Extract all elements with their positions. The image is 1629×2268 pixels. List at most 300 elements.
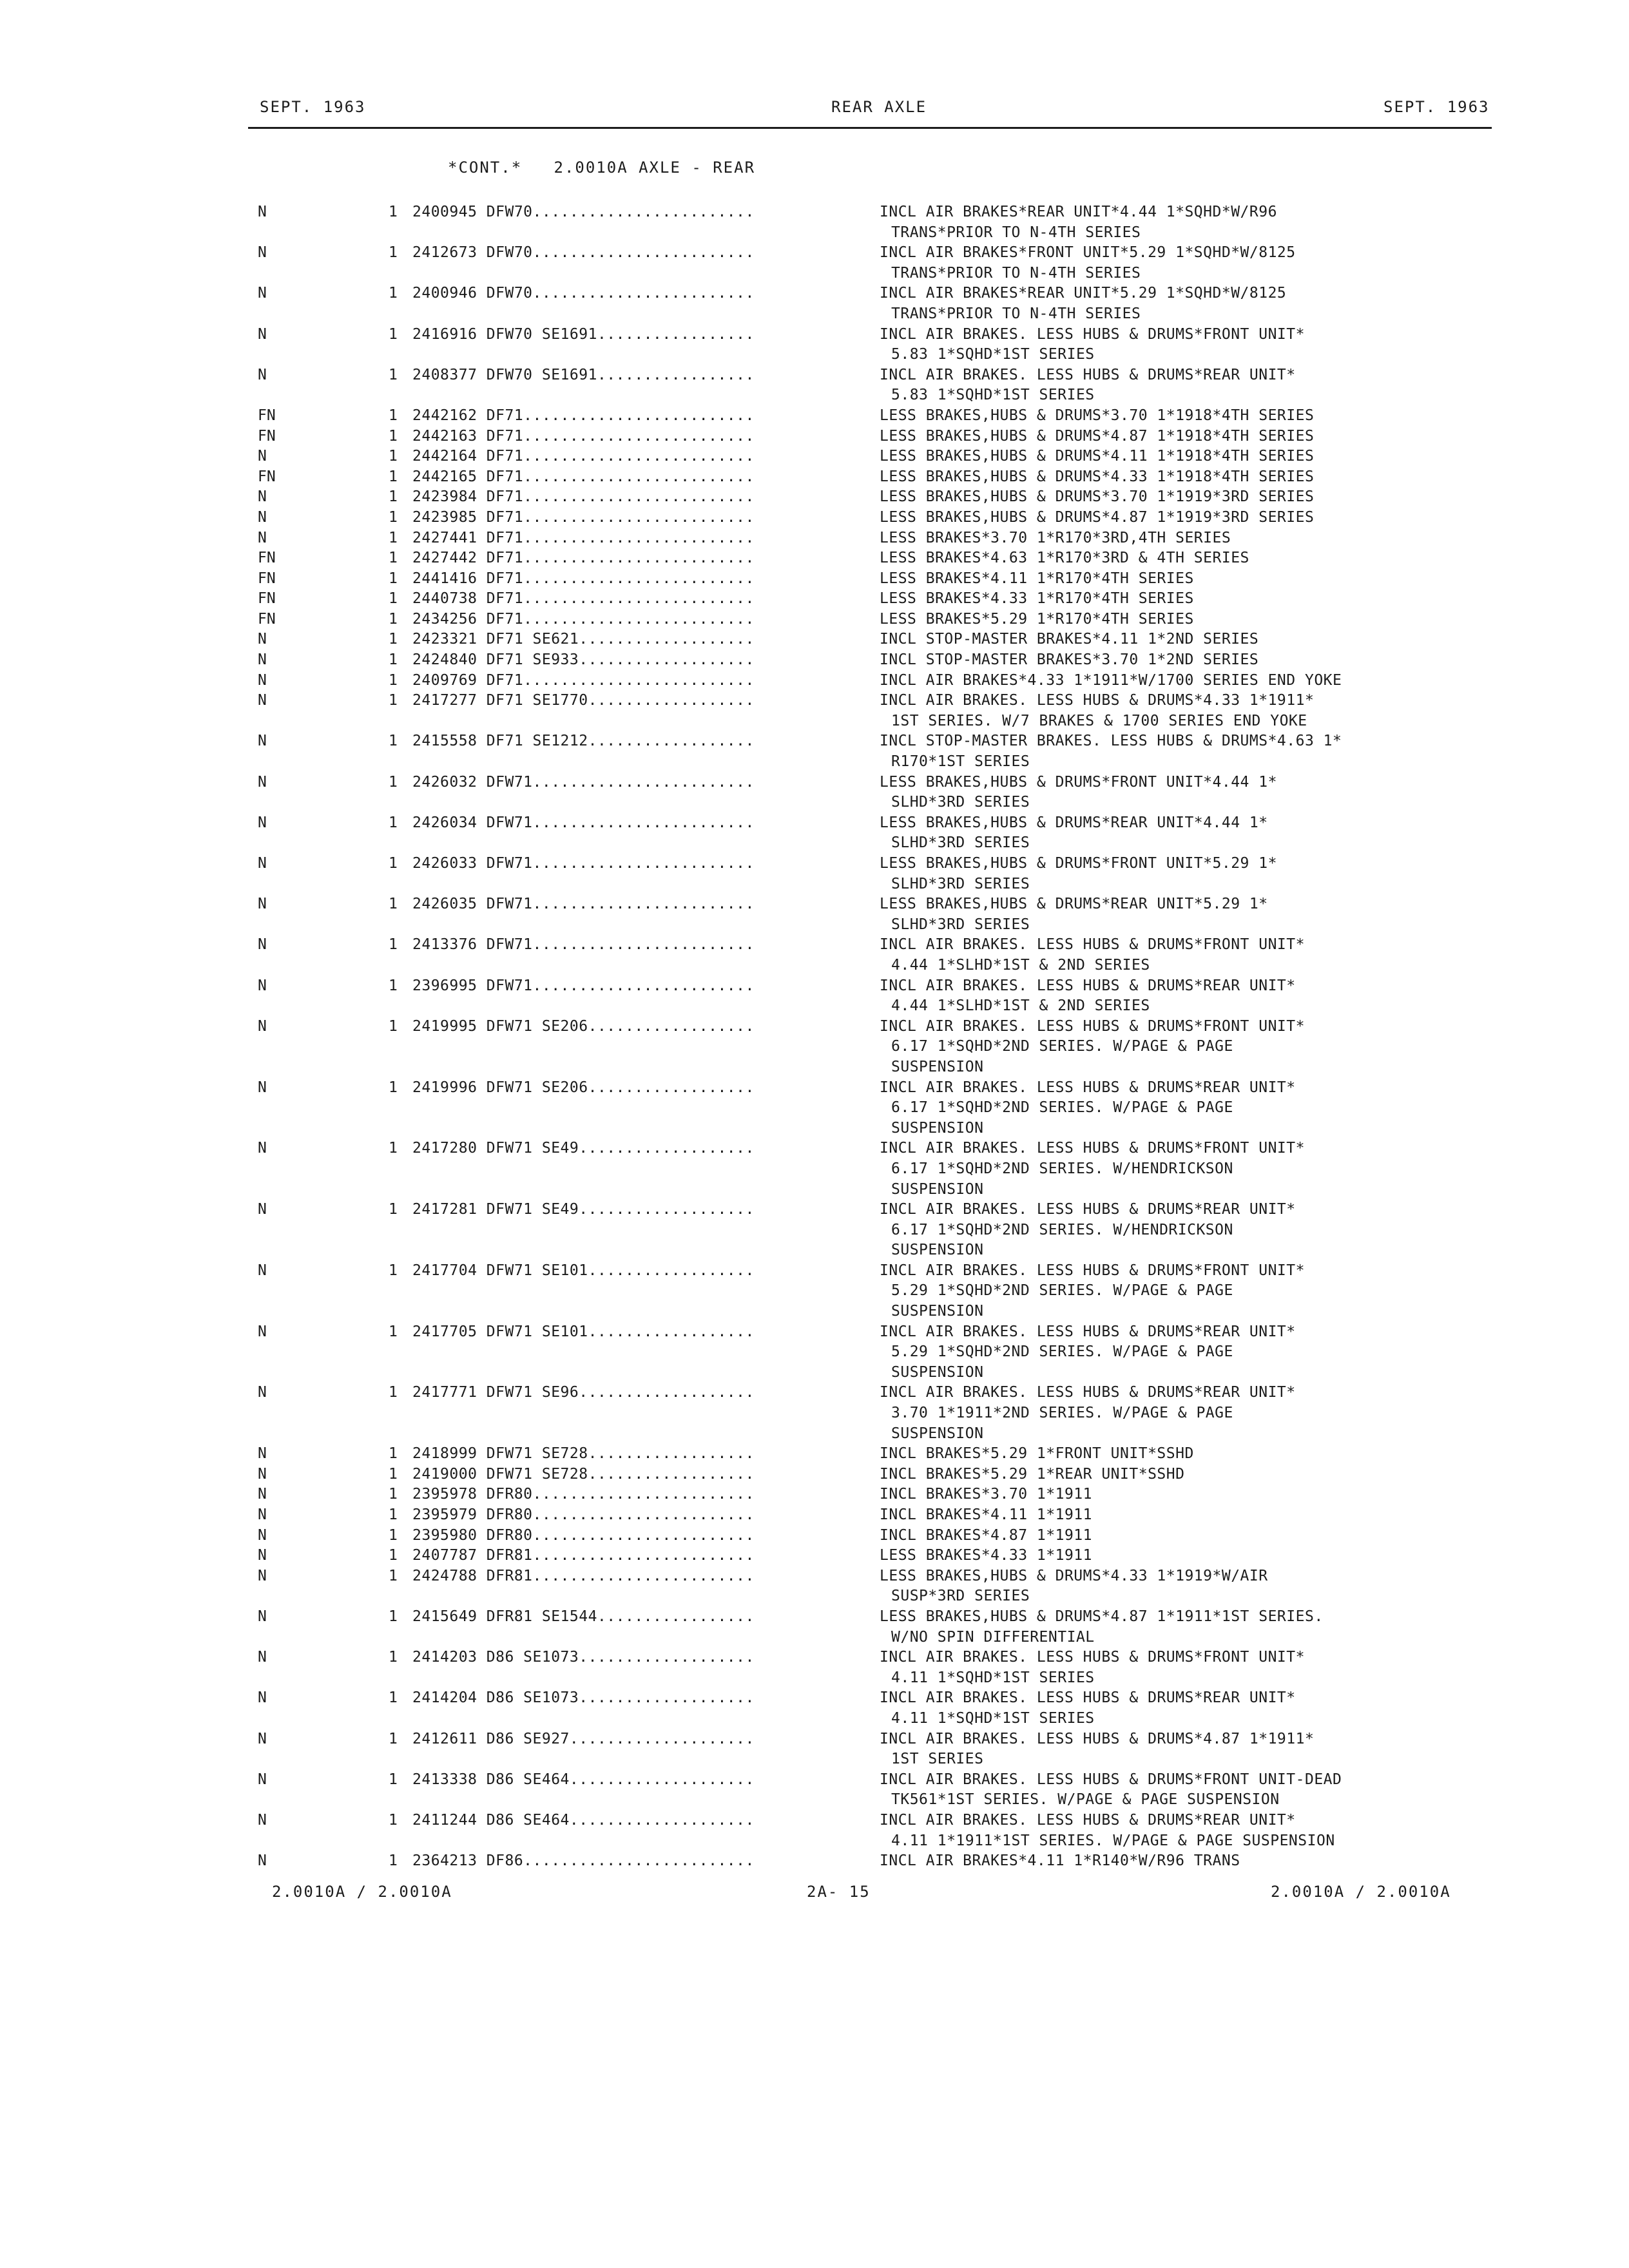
status-code: FN — [258, 407, 276, 424]
quantity: 1 — [389, 855, 398, 872]
header-date-right: SEPT. 1963 — [1383, 98, 1490, 116]
status-code: N — [258, 671, 267, 689]
list-item — [0, 1078, 1629, 1139]
quantity: 1 — [389, 244, 398, 262]
quantity: 1 — [389, 977, 398, 994]
description-line: SLHD*3RD SERIES — [891, 916, 1030, 933]
part-number-model: 2442162 DF71......................... — [412, 407, 755, 424]
quantity: 1 — [389, 896, 398, 913]
part-description — [880, 1200, 1524, 1261]
list-item — [0, 935, 1629, 975]
list-item — [0, 813, 1629, 854]
status-code: N — [258, 1486, 267, 1503]
part-description — [880, 731, 1524, 772]
quantity: 1 — [389, 631, 398, 648]
quantity: 1 — [389, 488, 398, 506]
list-item — [0, 1485, 1629, 1505]
status-code: N — [258, 1445, 267, 1463]
status-code: N — [258, 1852, 267, 1870]
quantity: 1 — [389, 773, 398, 791]
description-line: LESS BRAKES,HUBS & DRUMS*4.87 1*1911*1ST SERIES. — [880, 1608, 1324, 1625]
description-line: 4.44 1*SLHD*1ST & 2ND SERIES — [891, 997, 1150, 1015]
part-number-model: 2413338 D86 SE464.................... — [412, 1771, 755, 1788]
description-line: INCL AIR BRAKES*4.33 1*1911*W/1700 SERIES END YOKE — [880, 671, 1342, 689]
status-code: N — [258, 529, 267, 546]
description-line: LESS BRAKES,HUBS & DRUMS*REAR UNIT*5.29 1* — [880, 896, 1268, 913]
part-description — [880, 935, 1524, 975]
list-item — [0, 1505, 1629, 1526]
part-number-model: 2416916 DFW70 SE1691................. — [412, 325, 755, 343]
part-number-model: 2419996 DFW71 SE206.................. — [412, 1079, 755, 1096]
status-code: N — [258, 936, 267, 954]
quantity: 1 — [389, 468, 398, 485]
list-item — [0, 406, 1629, 427]
quantity: 1 — [389, 671, 398, 689]
part-number-model: 2415649 DFR81 SE1544................. — [412, 1608, 755, 1625]
status-code: N — [258, 1526, 267, 1544]
list-item — [0, 1383, 1629, 1444]
description-line: INCL AIR BRAKES*FRONT UNIT*5.29 1*SQHD*W/8125 — [880, 244, 1296, 262]
description-line: SLHD*3RD SERIES — [891, 834, 1030, 852]
list-item — [0, 610, 1629, 630]
status-code: FN — [258, 610, 276, 628]
quantity: 1 — [389, 1567, 398, 1584]
part-description — [880, 1546, 1524, 1566]
list-item — [0, 854, 1629, 894]
description-line: INCL AIR BRAKES. LESS HUBS & DRUMS*4.33 1*1911* — [880, 692, 1315, 709]
description-line: INCL AIR BRAKES. LESS HUBS & DRUMS*FRONT UNIT* — [880, 1262, 1305, 1279]
description-line: LESS BRAKES*4.33 1*R170*4TH SERIES — [880, 590, 1194, 608]
quantity: 1 — [389, 1547, 398, 1564]
part-number-model: 2417280 DFW71 SE49................... — [412, 1140, 755, 1157]
description-line: INCL BRAKES*5.29 1*FRONT UNIT*SSHD — [880, 1445, 1194, 1463]
part-description — [880, 773, 1524, 813]
list-item — [0, 1648, 1629, 1688]
description-line: LESS BRAKES,HUBS & DRUMS*REAR UNIT*4.44 1* — [880, 814, 1268, 831]
part-description — [880, 1078, 1524, 1139]
part-number-model: 2423984 DF71......................... — [412, 488, 755, 506]
description-line: INCL AIR BRAKES. LESS HUBS & DRUMS*FRONT UNIT* — [880, 936, 1305, 954]
quantity: 1 — [389, 1140, 398, 1157]
list-item — [0, 894, 1629, 935]
part-number-model: 2400945 DFW70........................ — [412, 204, 755, 220]
status-code: N — [258, 651, 267, 669]
list-item — [0, 1607, 1629, 1648]
description-line: 6.17 1*SQHD*2ND SERIES. W/PAGE & PAGE — [891, 1099, 1233, 1117]
status-code: N — [258, 508, 267, 526]
part-description — [880, 325, 1524, 365]
list-item — [0, 1139, 1629, 1200]
status-code: N — [258, 285, 267, 302]
description-line: INCL AIR BRAKES. LESS HUBS & DRUMS*REAR UNIT* — [880, 1079, 1296, 1096]
status-code: N — [258, 896, 267, 913]
description-line: TRANS*PRIOR TO N-4TH SERIES — [891, 224, 1141, 241]
part-description — [880, 629, 1524, 650]
list-item — [0, 1546, 1629, 1566]
quantity: 1 — [389, 733, 398, 750]
description-line: INCL AIR BRAKES. LESS HUBS & DRUMS*REAR UNIT* — [880, 1323, 1296, 1340]
status-code: N — [258, 733, 267, 750]
description-line: 5.83 1*SQHD*1ST SERIES — [891, 346, 1095, 363]
part-description — [880, 691, 1524, 731]
status-code: N — [258, 1017, 267, 1035]
part-number-model: 2400946 DFW70........................ — [412, 285, 755, 302]
description-line: INCL STOP-MASTER BRAKES. LESS HUBS & DRUMS*4.63 1* — [880, 733, 1342, 750]
quantity: 1 — [389, 427, 398, 445]
part-number-model: 2413376 DFW71........................ — [412, 936, 755, 954]
description-line: TK561*1ST SERIES. W/PAGE & PAGE SUSPENSION — [891, 1791, 1280, 1809]
description-line: LESS BRAKES*4.33 1*1911 — [880, 1547, 1092, 1564]
quantity: 1 — [389, 529, 398, 546]
quantity: 1 — [389, 1017, 398, 1035]
description-line: INCL BRAKES*4.87 1*1911 — [880, 1526, 1092, 1544]
description-line: INCL AIR BRAKES. LESS HUBS & DRUMS*FRONT UNIT* — [880, 1140, 1305, 1157]
list-item — [0, 284, 1629, 324]
part-number-model: 2412673 DFW70........................ — [412, 244, 755, 262]
description-line: LESS BRAKES*4.63 1*R170*3RD & 4TH SERIES — [880, 550, 1249, 567]
part-number-model: 2424788 DFR81........................ — [412, 1567, 755, 1584]
description-line: INCL STOP-MASTER BRAKES*3.70 1*2ND SERIES — [880, 651, 1259, 669]
part-description — [880, 1485, 1524, 1505]
quantity: 1 — [389, 1262, 398, 1279]
status-code: N — [258, 1201, 267, 1218]
status-code: FN — [258, 590, 276, 608]
description-line: LESS BRAKES,HUBS & DRUMS*FRONT UNIT*5.29 1* — [880, 855, 1277, 872]
part-description — [880, 528, 1524, 549]
part-description — [880, 650, 1524, 671]
quantity: 1 — [389, 590, 398, 608]
list-item — [0, 1729, 1629, 1770]
list-item — [0, 548, 1629, 569]
part-description — [880, 243, 1524, 284]
part-description — [880, 589, 1524, 610]
status-code: FN — [258, 570, 276, 587]
list-item — [0, 976, 1629, 1017]
part-description — [880, 813, 1524, 854]
description-line: LESS BRAKES,HUBS & DRUMS*4.33 1*1918*4TH SERIES — [880, 468, 1315, 485]
part-description — [880, 976, 1524, 1017]
part-description — [880, 1729, 1524, 1770]
description-line: INCL AIR BRAKES*REAR UNIT*4.44 1*SQHD*W/R96 — [880, 204, 1277, 220]
part-number-model: 2414204 D86 SE1073................... — [412, 1689, 755, 1707]
list-item — [0, 589, 1629, 610]
part-description — [880, 406, 1524, 427]
quantity: 1 — [389, 204, 398, 220]
list-item — [0, 325, 1629, 365]
part-number-model: 2434256 DF71......................... — [412, 610, 755, 628]
header-section-name: REAR AXLE — [831, 98, 927, 116]
status-code: N — [258, 1547, 267, 1564]
part-number-model: 2441416 DF71......................... — [412, 570, 755, 587]
list-item — [0, 467, 1629, 488]
description-line: LESS BRAKES*5.29 1*R170*4TH SERIES — [880, 610, 1194, 628]
status-code: N — [258, 1140, 267, 1157]
part-description — [880, 1017, 1524, 1078]
part-description — [880, 1607, 1524, 1648]
quantity: 1 — [389, 936, 398, 954]
part-number-model: 2415558 DF71 SE1212.................. — [412, 733, 755, 750]
part-number-model: 2426035 DFW71........................ — [412, 896, 755, 913]
status-code: FN — [258, 550, 276, 567]
description-line: SUSPENSION — [891, 1058, 984, 1075]
description-line: 4.11 1*1911*1ST SERIES. W/PAGE & PAGE SUSPENSION — [891, 1832, 1335, 1849]
quantity: 1 — [389, 1323, 398, 1340]
status-code: N — [258, 448, 267, 465]
quantity: 1 — [389, 407, 398, 424]
list-item — [0, 731, 1629, 772]
part-description — [880, 1648, 1524, 1688]
list-item — [0, 671, 1629, 691]
part-description — [880, 569, 1524, 590]
part-number-model: 2442163 DF71......................... — [412, 427, 755, 445]
list-item — [0, 427, 1629, 447]
description-line: TRANS*PRIOR TO N-4TH SERIES — [891, 305, 1141, 322]
part-description — [880, 854, 1524, 894]
list-item — [0, 569, 1629, 590]
description-line: LESS BRAKES,HUBS & DRUMS*4.33 1*1919*W/AIR — [880, 1567, 1268, 1584]
description-line: SUSPENSION — [891, 1119, 984, 1137]
status-code: N — [258, 773, 267, 791]
quantity: 1 — [389, 1689, 398, 1707]
part-description — [880, 1465, 1524, 1485]
status-code: N — [258, 1689, 267, 1707]
description-line: SUSPENSION — [891, 1363, 984, 1381]
list-item — [0, 508, 1629, 528]
quantity: 1 — [389, 1526, 398, 1544]
list-item — [0, 629, 1629, 650]
part-number-model: 2395979 DFR80........................ — [412, 1506, 755, 1523]
description-line: INCL AIR BRAKES*REAR UNIT*5.29 1*SQHD*W/8125 — [880, 285, 1287, 302]
status-code: N — [258, 366, 267, 383]
list-item — [0, 365, 1629, 406]
part-number-model: 2411244 D86 SE464.................... — [412, 1811, 755, 1829]
quantity: 1 — [389, 325, 398, 343]
list-item — [0, 202, 1629, 243]
quantity: 1 — [389, 366, 398, 383]
part-number-model: 2442164 DF71......................... — [412, 448, 755, 465]
description-line: INCL AIR BRAKES. LESS HUBS & DRUMS*REAR UNIT* — [880, 1689, 1296, 1707]
quantity: 1 — [389, 1852, 398, 1870]
description-line: 3.70 1*1911*2ND SERIES. W/PAGE & PAGE — [891, 1405, 1233, 1422]
part-number-model: 2417281 DFW71 SE49................... — [412, 1201, 755, 1218]
status-code: N — [258, 325, 267, 343]
quantity: 1 — [389, 570, 398, 587]
quantity: 1 — [389, 1384, 398, 1401]
description-line: INCL BRAKES*5.29 1*REAR UNIT*SSHD — [880, 1465, 1185, 1483]
description-line: W/NO SPIN DIFFERENTIAL — [891, 1628, 1095, 1646]
description-line: 4.11 1*SQHD*1ST SERIES — [891, 1709, 1095, 1727]
status-code: N — [258, 692, 267, 709]
description-line: 6.17 1*SQHD*2ND SERIES. W/PAGE & PAGE — [891, 1038, 1233, 1055]
description-line: SUSPENSION — [891, 1303, 984, 1320]
part-description — [880, 284, 1524, 324]
part-description — [880, 202, 1524, 243]
description-line: TRANS*PRIOR TO N-4TH SERIES — [891, 264, 1141, 282]
status-code: N — [258, 1730, 267, 1747]
status-code: N — [258, 1079, 267, 1096]
list-item — [0, 1261, 1629, 1322]
footer-index-left: 2.0010A / 2.0010A — [272, 1883, 452, 1901]
list-item — [0, 1770, 1629, 1811]
section-title: *CONT.* 2.0010A AXLE - REAR — [448, 159, 756, 177]
status-code: N — [258, 1567, 267, 1584]
status-code: N — [258, 1506, 267, 1523]
description-line: 5.83 1*SQHD*1ST SERIES — [891, 387, 1095, 404]
list-item — [0, 243, 1629, 284]
part-number-model: 2440738 DF71......................... — [412, 590, 755, 608]
quantity: 1 — [389, 508, 398, 526]
quantity: 1 — [389, 1608, 398, 1625]
description-line: INCL AIR BRAKES. LESS HUBS & DRUMS*FRONT UNIT* — [880, 1649, 1305, 1666]
part-description — [880, 1811, 1524, 1851]
description-line: INCL AIR BRAKES*4.11 1*R140*W/R96 TRANS — [880, 1852, 1240, 1870]
description-line: LESS BRAKES,HUBS & DRUMS*3.70 1*1918*4TH SERIES — [880, 407, 1315, 424]
part-number-model: 2427441 DF71......................... — [412, 529, 755, 546]
list-item — [0, 1811, 1629, 1851]
description-line: SUSPENSION — [891, 1180, 984, 1198]
description-line: INCL AIR BRAKES. LESS HUBS & DRUMS*REAR UNIT* — [880, 1201, 1296, 1218]
list-item — [0, 691, 1629, 731]
description-line: SLHD*3RD SERIES — [891, 875, 1030, 892]
list-item — [0, 1322, 1629, 1383]
description-line: LESS BRAKES*4.11 1*R170*4TH SERIES — [880, 570, 1194, 587]
quantity: 1 — [389, 1465, 398, 1483]
status-code: N — [258, 814, 267, 831]
description-line: INCL AIR BRAKES. LESS HUBS & DRUMS*FRONT UNIT* — [880, 1017, 1305, 1035]
part-description — [880, 427, 1524, 447]
status-code: N — [258, 1465, 267, 1483]
description-line: INCL AIR BRAKES. LESS HUBS & DRUMS*4.87 1*1911* — [880, 1730, 1315, 1747]
part-description — [880, 1322, 1524, 1383]
quantity: 1 — [389, 1079, 398, 1096]
quantity: 1 — [389, 814, 398, 831]
description-line: LESS BRAKES,HUBS & DRUMS*4.87 1*1919*3RD SERIES — [880, 508, 1315, 526]
description-line: LESS BRAKES*3.70 1*R170*3RD,4TH SERIES — [880, 529, 1231, 546]
part-number-model: 2364213 DF86......................... — [412, 1852, 755, 1870]
part-number-model: 2424840 DF71 SE933................... — [412, 651, 755, 669]
status-code: N — [258, 204, 267, 220]
quantity: 1 — [389, 1649, 398, 1666]
description-line: INCL AIR BRAKES. LESS HUBS & DRUMS*REAR UNIT* — [880, 366, 1296, 383]
part-description — [880, 487, 1524, 508]
description-line: SUSPENSION — [891, 1242, 984, 1259]
parts-list — [0, 202, 1629, 1872]
part-number-model: 2407787 DFR81........................ — [412, 1547, 755, 1564]
description-line: INCL BRAKES*3.70 1*1911 — [880, 1486, 1092, 1503]
part-number-model: 2417771 DFW71 SE96................... — [412, 1384, 755, 1401]
part-number-model: 2409769 DF71......................... — [412, 671, 755, 689]
status-code: N — [258, 1771, 267, 1788]
part-description — [880, 610, 1524, 630]
part-number-model: 2426033 DFW71........................ — [412, 855, 755, 872]
description-line: R170*1ST SERIES — [891, 753, 1030, 771]
description-line: 1ST SERIES. W/7 BRAKES & 1700 SERIES END YOKE — [891, 712, 1307, 729]
list-item — [0, 1851, 1629, 1872]
part-number-model: 2412611 D86 SE927.................... — [412, 1730, 755, 1747]
description-line: 5.29 1*SQHD*2ND SERIES. W/PAGE & PAGE — [891, 1282, 1233, 1300]
quantity: 1 — [389, 1506, 398, 1523]
description-line: 5.29 1*SQHD*2ND SERIES. W/PAGE & PAGE — [891, 1343, 1233, 1361]
part-description — [880, 1851, 1524, 1872]
part-number-model: 2414203 D86 SE1073................... — [412, 1649, 755, 1666]
part-number-model: 2417277 DF71 SE1770.................. — [412, 692, 755, 709]
list-item — [0, 487, 1629, 508]
quantity: 1 — [389, 1201, 398, 1218]
status-code: N — [258, 1384, 267, 1401]
part-description — [880, 1383, 1524, 1444]
part-description — [880, 894, 1524, 935]
list-item — [0, 773, 1629, 813]
quantity: 1 — [389, 1730, 398, 1747]
part-description — [880, 467, 1524, 488]
status-code: N — [258, 855, 267, 872]
part-number-model: 2418999 DFW71 SE728.................. — [412, 1445, 755, 1463]
quantity: 1 — [389, 1811, 398, 1829]
description-line: 4.11 1*SQHD*1ST SERIES — [891, 1669, 1095, 1686]
part-description — [880, 1526, 1524, 1546]
quantity: 1 — [389, 285, 398, 302]
part-description — [880, 447, 1524, 467]
part-number-model: 2395978 DFR80........................ — [412, 1486, 755, 1503]
list-item — [0, 650, 1629, 671]
status-code: FN — [258, 427, 276, 445]
list-item — [0, 1688, 1629, 1729]
description-line: 6.17 1*SQHD*2ND SERIES. W/HENDRICKSON — [891, 1221, 1233, 1238]
description-line: INCL AIR BRAKES. LESS HUBS & DRUMS*REAR UNIT* — [880, 977, 1296, 994]
description-line: INCL BRAKES*4.11 1*1911 — [880, 1506, 1092, 1523]
part-description — [880, 1566, 1524, 1607]
part-number-model: 2442165 DF71......................... — [412, 468, 755, 485]
list-item — [0, 528, 1629, 549]
part-number-model: 2417704 DFW71 SE101.................. — [412, 1262, 755, 1279]
list-item — [0, 447, 1629, 467]
quantity: 1 — [389, 1486, 398, 1503]
description-line: INCL STOP-MASTER BRAKES*4.11 1*2ND SERIES — [880, 631, 1259, 648]
status-code: N — [258, 977, 267, 994]
description-line: 1ST SERIES — [891, 1751, 984, 1768]
description-line: LESS BRAKES,HUBS & DRUMS*4.87 1*1918*4TH SERIES — [880, 427, 1315, 445]
list-item — [0, 1017, 1629, 1078]
status-code: N — [258, 1811, 267, 1829]
description-line: SUSPENSION — [891, 1425, 984, 1442]
part-number-model: 2417705 DFW71 SE101.................. — [412, 1323, 755, 1340]
quantity: 1 — [389, 692, 398, 709]
part-description — [880, 1770, 1524, 1811]
status-code: N — [258, 488, 267, 506]
part-number-model: 2426032 DFW71........................ — [412, 773, 755, 791]
part-number-model: 2423321 DF71 SE621................... — [412, 631, 755, 648]
part-number-model: 2395980 DFR80........................ — [412, 1526, 755, 1544]
part-number-model: 2419000 DFW71 SE728.................. — [412, 1465, 755, 1483]
part-description — [880, 1688, 1524, 1729]
part-description — [880, 1261, 1524, 1322]
list-item — [0, 1444, 1629, 1465]
footer-index-right: 2.0010A / 2.0010A — [1271, 1883, 1451, 1901]
list-item — [0, 1200, 1629, 1261]
status-code: N — [258, 1262, 267, 1279]
status-code: N — [258, 244, 267, 262]
part-number-model: 2408377 DFW70 SE1691................. — [412, 366, 755, 383]
status-code: FN — [258, 468, 276, 485]
description-line: LESS BRAKES,HUBS & DRUMS*4.11 1*1918*4TH SERIES — [880, 448, 1315, 465]
description-line: 6.17 1*SQHD*2ND SERIES. W/HENDRICKSON — [891, 1160, 1233, 1177]
part-description — [880, 1505, 1524, 1526]
part-description — [880, 548, 1524, 569]
part-number-model: 2426034 DFW71........................ — [412, 814, 755, 831]
list-item — [0, 1526, 1629, 1546]
list-item — [0, 1465, 1629, 1485]
part-number-model: 2423985 DF71......................... — [412, 508, 755, 526]
